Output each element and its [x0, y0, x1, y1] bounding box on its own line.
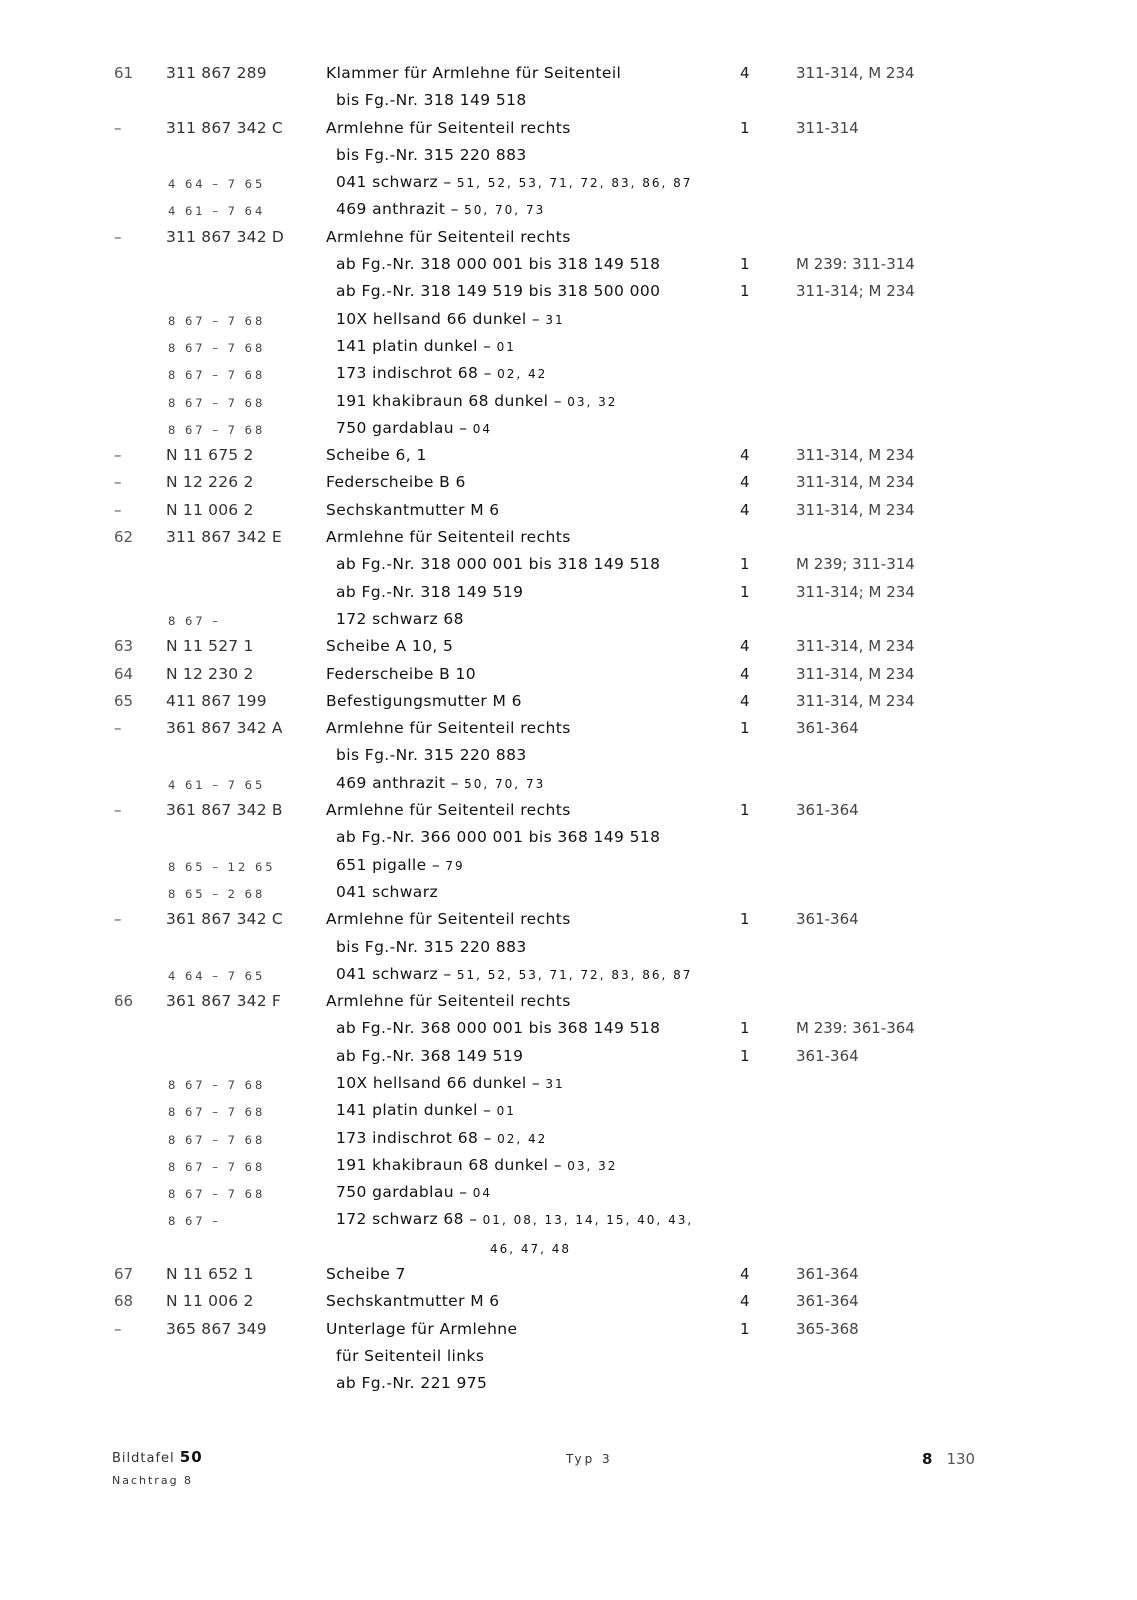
model-applicability: 361-364 [796, 1292, 859, 1311]
description-text: 469 anthrazit – [336, 773, 459, 792]
quantity: 1 [740, 1019, 750, 1038]
quantity: 4 [740, 637, 750, 656]
color-codes: 03, 32 [567, 1158, 618, 1173]
description [326, 119, 571, 137]
description [326, 992, 571, 1010]
part-number: N 12 226 2 [166, 473, 254, 492]
description-text: 141 platin dunkel – [336, 1101, 492, 1120]
description [326, 692, 522, 710]
part-number: N 12 230 2 [166, 664, 254, 683]
description-text: 46, 47, 48 [490, 1241, 572, 1256]
description-text: 750 gardablau – [336, 418, 468, 437]
description-text: Befestigungsmutter M 6 [326, 691, 522, 710]
plate-label-text: Bildtafel [112, 1451, 175, 1466]
quantity: 1 [740, 118, 750, 137]
model-applicability: 311-314; M 234 [796, 582, 915, 601]
color-codes: 04 [472, 421, 493, 436]
part-number: N 11 006 2 [166, 1292, 254, 1311]
parts-row [0, 852, 1137, 879]
description-text: Armlehne für Seitenteil rechts [326, 719, 571, 738]
model-applicability: 361-364 [796, 801, 859, 820]
parts-row [0, 797, 1137, 824]
description [336, 583, 523, 601]
date-range: 8 65 – 2 68 [168, 886, 266, 901]
description [336, 1210, 693, 1228]
description-text: 172 schwarz 68 – [336, 1210, 478, 1229]
parts-row [0, 1179, 1137, 1206]
position-number: – [114, 118, 122, 137]
model-applicability: M 239; 311-314 [796, 555, 915, 574]
plate-number: 50 [179, 1448, 203, 1466]
parts-row [0, 196, 1137, 223]
parts-row [0, 961, 1137, 988]
description-text: ab Fg.-Nr. 221 975 [336, 1374, 488, 1393]
part-number: N 11 006 2 [166, 500, 254, 519]
model-applicability: 311-314, M 234 [796, 664, 915, 683]
color-codes: 31 [545, 1076, 565, 1091]
description-text: Armlehne für Seitenteil rechts [326, 118, 571, 137]
position-number: 65 [114, 691, 134, 710]
date-range: 8 67 – 7 68 [168, 395, 266, 410]
part-number: 361 867 342 B [166, 801, 283, 820]
model-applicability: 311-314, M 234 [796, 64, 915, 82]
parts-row [0, 879, 1137, 906]
position-number: – [114, 801, 122, 820]
parts-row [0, 934, 1137, 961]
position-number: 67 [114, 1265, 134, 1284]
description [336, 1347, 484, 1365]
description-text: Scheibe A 10, 5 [326, 637, 454, 656]
quantity: 4 [740, 1265, 750, 1284]
date-range: 8 67 – [168, 613, 222, 628]
description-text: ab Fg.-Nr. 318 149 519 [336, 582, 524, 601]
model-applicability: 311-314; M 234 [796, 282, 915, 301]
parts-row [0, 333, 1137, 360]
part-number: 311 867 342 C [166, 118, 283, 137]
model-applicability: 361-364 [796, 1046, 859, 1065]
description [326, 473, 466, 491]
description-text: ab Fg.-Nr. 368 000 001 bis 368 149 518 [336, 1019, 661, 1038]
description [326, 637, 453, 655]
description-text: Armlehne für Seitenteil rechts [326, 992, 571, 1011]
parts-row [0, 661, 1137, 688]
part-number: 311 867 342 D [166, 227, 285, 246]
model-applicability: 361-364 [796, 910, 859, 929]
description-text: 041 schwarz – [336, 173, 452, 192]
description-text: 041 schwarz [336, 882, 439, 901]
description [326, 528, 571, 546]
model-applicability: M 239: 361-364 [796, 1019, 915, 1038]
description [326, 665, 476, 683]
position-number: 61 [114, 64, 134, 82]
description [336, 146, 527, 164]
date-range: 4 64 – 7 65 [168, 177, 266, 192]
model-applicability: 311-314, M 234 [796, 691, 915, 710]
description [326, 1292, 500, 1310]
position-number: 68 [114, 1292, 134, 1311]
parts-row [0, 633, 1137, 660]
parts-row [0, 469, 1137, 496]
quantity: 1 [740, 801, 750, 820]
parts-row [0, 1316, 1137, 1343]
parts-row [0, 278, 1137, 305]
description-text: Federscheibe B 6 [326, 473, 466, 492]
description [336, 746, 527, 764]
color-codes: 50, 70, 73 [464, 203, 546, 218]
description-text: bis Fg.-Nr. 315 220 883 [336, 145, 527, 164]
parts-row [0, 60, 1137, 87]
description [336, 310, 565, 328]
description-text: bis Fg.-Nr. 318 149 518 [336, 91, 527, 110]
position-number: – [114, 1319, 122, 1338]
description-text: ab Fg.-Nr. 366 000 001 bis 368 149 518 [336, 828, 661, 847]
quantity: 4 [740, 664, 750, 683]
date-range: 8 67 – 7 68 [168, 1105, 266, 1120]
quantity: 1 [740, 555, 750, 574]
description [326, 1265, 406, 1283]
description [336, 1101, 516, 1119]
description-text: Klammer für Armlehne für Seitenteil [326, 64, 622, 82]
parts-row [0, 688, 1137, 715]
quantity: 1 [740, 582, 750, 601]
description [336, 1156, 617, 1174]
description-text: Armlehne für Seitenteil rechts [326, 227, 571, 246]
description-text: Sechskantmutter M 6 [326, 500, 500, 519]
description [336, 337, 516, 355]
position-number: – [114, 473, 122, 492]
position-number: – [114, 227, 122, 246]
description [336, 200, 545, 218]
parts-row [0, 579, 1137, 606]
quantity: 4 [740, 64, 750, 82]
date-range: 8 67 – 7 68 [168, 1159, 266, 1174]
parts-row [0, 770, 1137, 797]
description-text: 173 indischrot 68 – [336, 364, 492, 383]
model-applicability: 311-314, M 234 [796, 637, 915, 656]
parts-row [0, 1152, 1137, 1179]
quantity: 1 [740, 719, 750, 738]
description-text: Federscheibe B 10 [326, 664, 477, 683]
quantity: 4 [740, 1292, 750, 1311]
part-number: 361 867 342 C [166, 910, 283, 929]
quantity: 4 [740, 691, 750, 710]
parts-row [0, 1206, 1137, 1233]
description-text: Sechskantmutter M 6 [326, 1292, 500, 1311]
description-text: Scheibe 6, 1 [326, 446, 427, 465]
part-number: N 11 527 1 [166, 637, 254, 656]
description [336, 392, 617, 410]
section-number: 8 [922, 1450, 933, 1468]
description-text: 041 schwarz – [336, 964, 452, 983]
parts-row [0, 606, 1137, 633]
description [336, 965, 692, 983]
color-codes: 51, 52, 53, 71, 72, 83, 86, 87 [456, 967, 693, 982]
color-codes: 50, 70, 73 [464, 776, 546, 791]
parts-row [0, 1043, 1137, 1070]
type-label: Typ 3 [566, 1452, 613, 1466]
position-number: 62 [114, 528, 134, 547]
model-applicability: 361-364 [796, 719, 859, 738]
model-applicability: 361-364 [796, 1265, 859, 1284]
parts-row [0, 1343, 1137, 1370]
date-range: 4 61 – 7 64 [168, 204, 266, 219]
date-range: 4 64 – 7 65 [168, 968, 266, 983]
description [336, 255, 660, 273]
position-number: – [114, 500, 122, 519]
parts-row [0, 142, 1137, 169]
description-text: Unterlage für Armlehne [326, 1319, 518, 1338]
description-text: ab Fg.-Nr. 368 149 519 [336, 1046, 524, 1065]
date-range: 8 67 – 7 68 [168, 1187, 266, 1202]
model-applicability: 311-314, M 234 [796, 500, 915, 519]
description [326, 719, 571, 737]
quantity: 1 [740, 1319, 750, 1338]
parts-row [0, 415, 1137, 442]
parts-row [0, 1370, 1137, 1397]
color-codes: 02, 42 [497, 367, 548, 382]
description [336, 1047, 523, 1065]
quantity: 1 [740, 255, 750, 274]
page-number [922, 1450, 975, 1468]
parts-row [0, 1070, 1137, 1097]
description [326, 910, 571, 928]
description [336, 828, 660, 846]
parts-row [0, 251, 1137, 278]
color-codes: 01 [496, 339, 516, 354]
part-number: N 11 675 2 [166, 446, 254, 465]
color-codes: 02, 42 [497, 1131, 548, 1146]
description-text: ab Fg.-Nr. 318 000 001 bis 318 149 518 [336, 255, 661, 274]
position-number: – [114, 910, 122, 929]
plate-label [112, 1448, 203, 1466]
parts-row [0, 1288, 1137, 1315]
color-codes: 01 [496, 1104, 516, 1119]
parts-row [0, 551, 1137, 578]
position-number: 64 [114, 664, 134, 683]
date-range: 8 67 – 7 68 [168, 422, 266, 437]
description [336, 364, 547, 382]
supplement-label: Nachtrag 8 [112, 1474, 194, 1487]
description [336, 91, 527, 109]
part-number: 311 867 289 [166, 64, 267, 82]
parts-row [0, 742, 1137, 769]
description-text: bis Fg.-Nr. 315 220 883 [336, 937, 527, 956]
description-text: 191 khakibraun 68 dunkel – [336, 391, 562, 410]
description-text: ab Fg.-Nr. 318 149 519 bis 318 500 000 [336, 282, 661, 301]
description [336, 1129, 547, 1147]
parts-row [0, 715, 1137, 742]
date-range: 8 67 – 7 68 [168, 1077, 266, 1092]
position-number: 63 [114, 637, 134, 656]
position-number: – [114, 719, 122, 738]
description-text: Armlehne für Seitenteil rechts [326, 801, 571, 820]
part-number: 311 867 342 E [166, 528, 282, 547]
quantity: 1 [740, 910, 750, 929]
parts-row [0, 224, 1137, 251]
color-codes: 51, 52, 53, 71, 72, 83, 86, 87 [456, 176, 693, 191]
parts-row [0, 115, 1137, 142]
page-number-value: 130 [946, 1450, 976, 1468]
part-number: 365 867 349 [166, 1319, 267, 1338]
date-range: 8 67 – [168, 1214, 222, 1229]
description-text: 191 khakibraun 68 dunkel – [336, 1155, 562, 1174]
description [336, 173, 692, 191]
color-codes: 79 [445, 858, 465, 873]
parts-row [0, 906, 1137, 933]
description-text: 141 platin dunkel – [336, 336, 492, 355]
part-number: N 11 652 1 [166, 1265, 254, 1284]
description-text: 651 pigalle – [336, 855, 441, 874]
quantity: 1 [740, 282, 750, 301]
description [336, 610, 464, 628]
description [326, 446, 427, 464]
quantity: 4 [740, 446, 750, 465]
model-applicability: M 239: 311-314 [796, 255, 915, 274]
part-number: 361 867 342 A [166, 719, 283, 738]
description [326, 801, 571, 819]
description [336, 555, 660, 573]
description [336, 938, 527, 956]
color-codes: 31 [545, 312, 565, 327]
parts-row [0, 1234, 1137, 1261]
description-text: Armlehne für Seitenteil rechts [326, 910, 571, 929]
date-range: 8 67 – 7 68 [168, 340, 266, 355]
description-text: 750 gardablau – [336, 1183, 468, 1202]
part-number: 361 867 342 F [166, 992, 282, 1011]
parts-row [0, 524, 1137, 551]
parts-row [0, 442, 1137, 469]
model-applicability: 311-314, M 234 [796, 446, 915, 465]
date-range: 8 67 – 7 68 [168, 1132, 266, 1147]
model-applicability: 311-314, M 234 [796, 473, 915, 492]
parts-row [0, 1261, 1137, 1288]
description-text: Scheibe 7 [326, 1265, 406, 1284]
description-text: für Seitenteil links [336, 1346, 485, 1365]
description [336, 774, 545, 792]
date-range: 8 65 – 12 65 [168, 859, 276, 874]
description-text: 172 schwarz 68 [336, 609, 464, 628]
description-text: ab Fg.-Nr. 318 000 001 bis 318 149 518 [336, 555, 661, 574]
parts-row [0, 388, 1137, 415]
parts-row [0, 497, 1137, 524]
description [336, 282, 660, 300]
description [336, 856, 465, 874]
model-applicability: 365-368 [796, 1319, 859, 1338]
position-number: – [114, 446, 122, 465]
color-codes: 01, 08, 13, 14, 15, 40, 43, [482, 1213, 694, 1228]
parts-row [0, 1125, 1137, 1152]
description [336, 1374, 487, 1392]
description-text: Armlehne für Seitenteil rechts [326, 528, 571, 547]
parts-row [0, 1015, 1137, 1042]
description-text: 469 anthrazit – [336, 200, 459, 219]
date-range: 8 67 – 7 68 [168, 313, 266, 328]
description-text: 10X hellsand 66 dunkel – [336, 309, 541, 328]
color-codes: 03, 32 [567, 394, 618, 409]
description-text: 10X hellsand 66 dunkel – [336, 1073, 541, 1092]
description-text: bis Fg.-Nr. 315 220 883 [336, 746, 527, 765]
color-codes: 04 [472, 1186, 493, 1201]
description [490, 1242, 571, 1256]
parts-row [0, 360, 1137, 387]
date-range: 4 61 – 7 65 [168, 777, 266, 792]
quantity: 4 [740, 500, 750, 519]
parts-row [0, 87, 1137, 114]
parts-row [0, 1097, 1137, 1124]
description [336, 419, 492, 437]
position-number: 66 [114, 992, 134, 1011]
description-text: 173 indischrot 68 – [336, 1128, 492, 1147]
description [326, 64, 621, 82]
description [326, 501, 500, 519]
parts-row [0, 824, 1137, 851]
description [326, 228, 571, 246]
description [336, 1183, 492, 1201]
parts-list [0, 60, 1137, 1398]
parts-row [0, 306, 1137, 333]
description [336, 883, 438, 901]
parts-row [0, 988, 1137, 1015]
model-applicability: 311-314 [796, 118, 859, 137]
date-range: 8 67 – 7 68 [168, 368, 266, 383]
parts-row [0, 169, 1137, 196]
quantity: 4 [740, 473, 750, 492]
description [336, 1019, 660, 1037]
quantity: 1 [740, 1046, 750, 1065]
description [326, 1320, 517, 1338]
part-number: 411 867 199 [166, 691, 267, 710]
description [336, 1074, 565, 1092]
